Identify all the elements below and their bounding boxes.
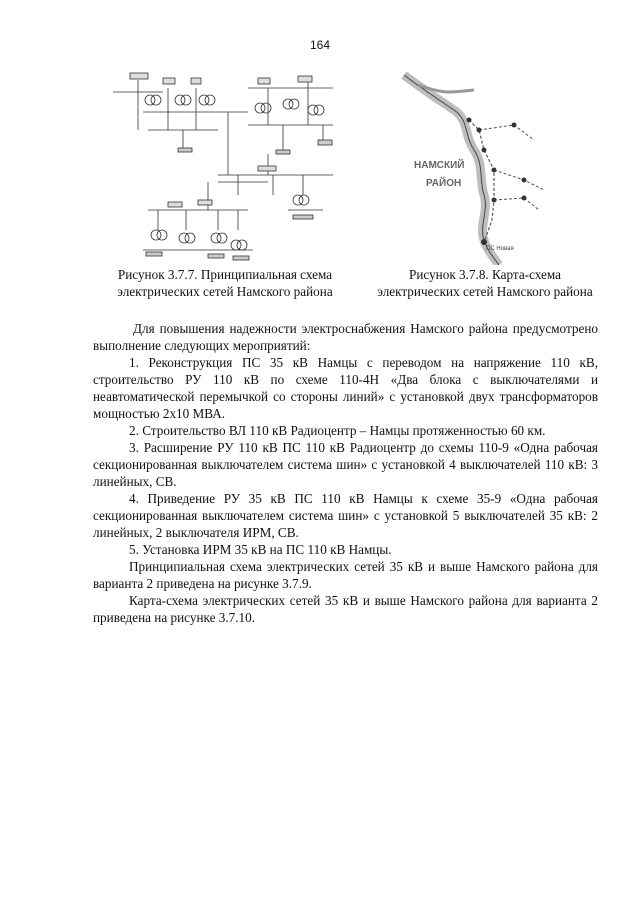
measure-item-3: 3. Расширение РУ 110 кВ ПС 110 кВ Радиоцентр до схемы 110-9 «Одна рабочая секционированная выключателем система шин» с установкой 4 выключателей 110 кВ: 3 линейных, СВ. [93,440,598,489]
caption-line: электрических сетей Намского района [117,284,333,299]
map-schema [384,70,584,265]
figure-caption-3-7-8 [350,266,620,300]
intro-paragraph: Для повышения надежности электроснабжения Намского района предусмотрено выполнение следующих мероприятий: [93,321,598,353]
measure-item-4: 4. Приведение РУ 35 кВ ПС 110 кВ Намцы к схеме 35-9 «Одна рабочая секционированная выключателем система шин» с установкой 5 выключателей 35 кВ: 2 линейных, 2 выключателя ИРМ, СВ. [93,491,598,540]
map-schema-figure [384,70,584,265]
body-text [93,320,598,626]
figure-caption-3-7-7 [80,266,370,300]
paragraph-figure-3-7-9: Принципиальная схема электрических сетей 35 кВ и выше Намского района для варианта 2 приведена на рисунке 3.7.9. [93,559,598,591]
district-label-line1: НАМСКИЙ [414,160,465,171]
caption-line: Рисунок 3.7.7. Принципиальная схема [117,267,333,282]
page-number: 164 [309,38,331,52]
schematic-diagram-figure [108,70,343,265]
measure-item-1: 1. Реконструкция ПС 35 кВ Намцы с переводом на напряжение 110 кВ, строительство РУ 110 кВ по схеме 110-4Н «Два блока с выключателями и неавтоматической перемычкой со стороны линий» с установкой двух трансформаторов мощностью 2х10 МВА. [93,355,598,421]
schematic-diagram [108,70,343,265]
caption-line: Рисунок 3.7.8. Карта-схема [409,267,561,282]
measure-item-5: 5. Установка ИРМ 35 кВ на ПС 110 кВ Намцы. [129,542,392,557]
district-label-line2: РАЙОН [426,178,462,189]
ps-novaya-label: ПС Новая [486,246,514,252]
paragraph-figure-3-7-10: Карта-схема электрических сетей 35 кВ и выше Намского района для варианта 2 приведена на рисунке 3.7.10. [93,593,598,625]
caption-line: электрических сетей Намского района [377,284,593,299]
measure-item-2: 2. Строительство ВЛ 110 кВ Радиоцентр – Намцы протяженностью 60 км. [129,423,546,438]
